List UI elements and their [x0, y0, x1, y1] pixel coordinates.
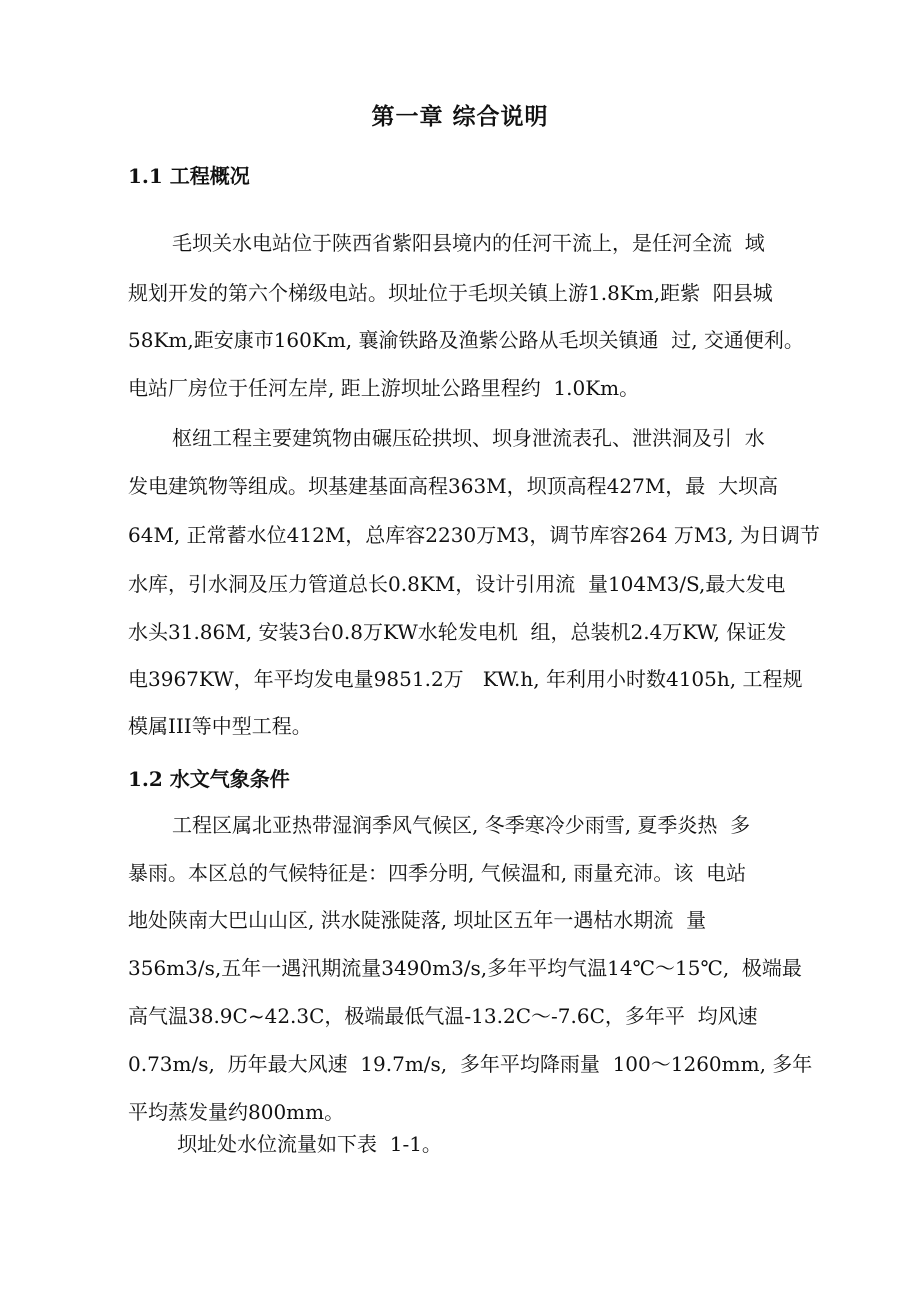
paragraph-line: 发电建筑物等组成。坝基建基面高程363M，坝顶高程427M，最 大坝高	[128, 474, 779, 498]
section-heading-1-1: 1.1 工程概况	[128, 164, 250, 188]
paragraph-line: 356m3/s,五年一遇汛期流量3490m3/s,多年平均气温14℃〜15℃, 极端最	[128, 956, 802, 980]
paragraph-line: 平均蒸发量约800mm。	[128, 1100, 345, 1124]
paragraph-line: 水头31.86M, 安装3台0.8万KW水轮发电机 组，总装机2.4万KW, 保证发	[128, 620, 787, 644]
paragraph-line: 水库，引水洞及压力管道总长0.8KM，设计引用流 量104M3/S,最大发电	[128, 572, 786, 596]
paragraph-line: 电3967KW，年平均发电量9851.2万 KW.h, 年利用小时数4105h, 工程规	[128, 667, 803, 691]
paragraph-line: 模属III等中型工程。	[128, 714, 312, 738]
paragraph-line: 坝址处水位流量如下表 1-1。	[177, 1132, 442, 1156]
paragraph-line: 0.73m/s, 历年最大风速 19.7m/s, 多年平均降雨量 100〜1260mm, 多年	[128, 1052, 813, 1076]
paragraph-line: 暴雨。本区总的气候特征是：四季分明, 气候温和, 雨量充沛。该 电站	[128, 861, 747, 885]
paragraph-line: 58Km,距安康市160Km, 襄渝铁路及渔紫公路从毛坝关镇通 过, 交通便利。	[128, 328, 804, 352]
chapter-title: 第一章 综合说明	[371, 103, 549, 130]
paragraph-line: 毛坝关水电站位于陕西省紫阳县境内的任河干流上，是任河全流 域	[172, 231, 765, 255]
section-heading-1-2: 1.2 水文气象条件	[128, 767, 290, 791]
paragraph-line: 工程区属北亚热带湿润季风气候区, 冬季寒冷少雨雪, 夏季炎热 多	[172, 813, 751, 837]
paragraph-line: 规划开发的第六个梯级电站。坝址位于毛坝关镇上游1.8Km,距紫 阳县城	[128, 281, 773, 305]
paragraph-line: 高气温38.9C~42.3C，极端最低气温-13.2C〜-7.6C，多年平 均风速	[128, 1004, 758, 1028]
paragraph-line: 枢纽工程主要建筑物由碾压砼拱坝、坝身泄流表孔、泄洪洞及引 水	[172, 426, 765, 450]
paragraph-line: 地处陕南大巴山山区, 洪水陡涨陡落, 坝址区五年一遇枯水期流 量	[128, 908, 707, 932]
paragraph-line: 电站厂房位于任河左岸, 距上游坝址公路里程约 1.0Km。	[128, 376, 640, 400]
paragraph-line: 64M, 正常蓄水位412M，总库容2230万M3，调节库容264 万M3, 为日调节	[128, 523, 820, 547]
